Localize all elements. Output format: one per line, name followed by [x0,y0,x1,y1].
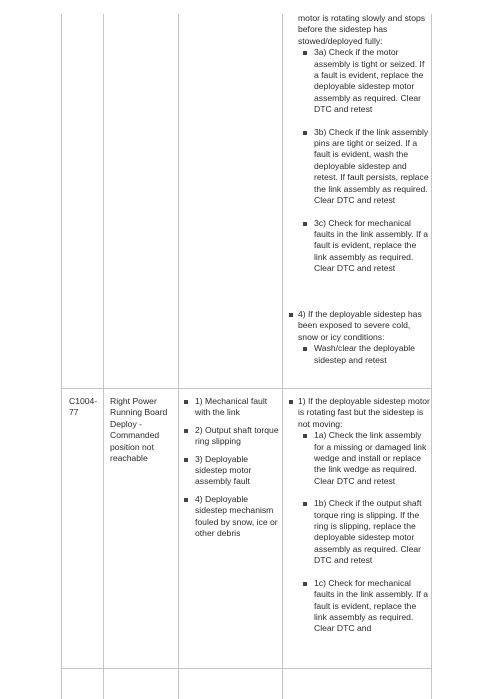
upper-action-cell [298,13,430,283]
upper-action-list [298,309,430,366]
table-border-right [431,14,432,699]
list-item [314,430,430,487]
list-item [314,127,430,207]
list-item [298,396,430,635]
step-text: 3c) Check for mechanical faults in the link assembly. If a fault is evident, replace the link assembly as required. Clear DTC and retest [314,217,428,274]
step-text: 3b) Check if the link assembly pins are tight or seized. If a fault is evident, wash the deployable sidestep and retest. If fault persists, replace the link assembly as required. Clear DTC and retest [314,126,429,206]
bullet-icon [184,498,188,502]
list-item [195,494,279,540]
cause-text: 4) Deployable sidestep mechanism fouled by snow, ice or other debris [195,493,278,539]
list-item [195,425,279,448]
dtc-code: C1004-77 [69,396,98,418]
bullet-icon [303,582,307,586]
cause-text: 1) Mechanical fault with the link [195,396,268,418]
action-text: 1) If the deployable sidestep motor is rotating fast but the sidestep is not moving: [298,396,430,429]
bullet-icon [303,131,307,135]
lower-action-cell [289,396,430,635]
action-text: 4) If the deployable sidestep has been exposed to severe cold, snow or icy conditions: [298,309,422,342]
bullet-icon [303,222,307,226]
list-item [298,309,430,366]
bullet-icon [289,313,293,317]
list-item [314,218,430,275]
possible-causes-cell [195,396,279,545]
bullet-icon [303,434,307,438]
bullet-icon [184,400,188,404]
table-border-col2 [178,14,179,699]
list-item [314,343,430,366]
row-divider [61,388,432,389]
step-text: 3a) Check if the motor assembly is tight or seized. If a fault is evident, replace the deployable sidestep motor assembly as required. Clear DTC and retest [314,47,425,115]
list-item [195,396,279,419]
bullet-icon [184,458,188,462]
table-border-left [61,14,62,699]
list-item [195,454,279,488]
bullet-icon [303,51,307,55]
upper-step-list [314,47,430,274]
step-text: 1c) Check for mechanical faults in the link assembly. If a fault is evident, replace the link assembly as required. Clear DTC and [314,577,428,634]
step-text: 1a) Check the link assembly for a missing or damaged link wedge and install or replace the link wedge as required. Clear DTC and retest [314,430,427,486]
table-border-col1 [103,14,104,699]
cause-text: 3) Deployable sidestep motor assembly fault [195,453,252,487]
action-intro-text: motor is rotating slowly and stops before the sidestep has stowed/deployed fully: [298,13,426,46]
list-item [314,47,430,115]
cause-text: 2) Output shaft torque ring slipping [195,424,279,447]
lower-action-list [298,396,430,635]
list-item [314,498,430,566]
bullet-icon [184,429,188,433]
step-text: 1b) Check if the output shaft torque ring is slipping. If the ring is slipping, replace the deployable sidestep motor assembly as required. Clear DTC and retest [314,498,422,566]
table-border-bottom [61,668,432,669]
sub-list [314,430,430,635]
table-border-col3 [282,14,283,699]
upper-action-4-cell [289,309,430,366]
dtc-description: Right Power Running Board Deploy - Commanded position not reachable [110,396,168,464]
causes-list [195,396,279,539]
bullet-icon [303,502,307,506]
bullet-icon [303,347,307,351]
step-text: Wash/clear the deployable sidestep and retest [314,343,415,365]
list-item [314,578,430,635]
bullet-icon [289,400,293,404]
sub-list [314,343,430,366]
